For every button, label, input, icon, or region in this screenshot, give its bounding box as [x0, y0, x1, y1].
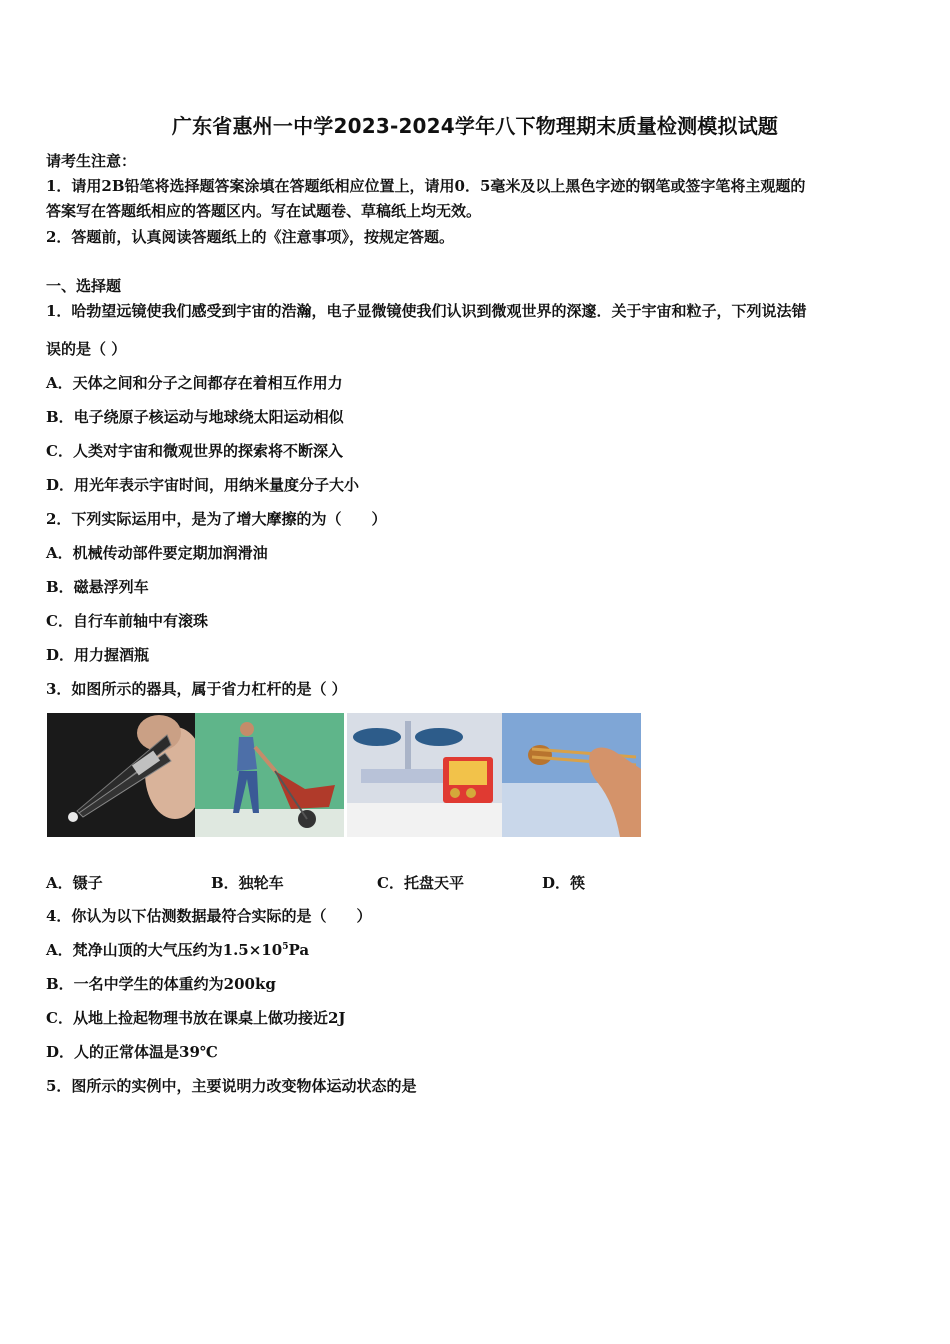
question-4-option-b: B．一名中学生的体重约为200kg — [46, 975, 276, 993]
question-2-option-b: B．磁悬浮列车 — [46, 578, 149, 596]
question-4-option-a — [46, 940, 309, 960]
chopsticks-image — [502, 713, 641, 837]
figure-caption-d: D．筷 — [542, 874, 586, 892]
question-3-stem: 3．如图所示的器具，属于省力杠杆的是（ ） — [46, 680, 347, 698]
notice-item: 2．答题前，认真阅读答题纸上的《注意事项》，按规定答题。 — [46, 228, 454, 246]
question-1-option-a: A．天体之间和分子之间都存在着相互作用力 — [46, 374, 343, 392]
question-4-stem: 4．你认为以下估测数据最符合实际的是（ ） — [46, 907, 372, 925]
question-2-stem: 2．下列实际运用中，是为了增大摩擦的为（ ） — [46, 510, 387, 528]
option-text: A．梵净山顶的大气压约为1.5×10 — [46, 941, 283, 959]
question-5-stem: 5．图所示的实例中，主要说明力改变物体运动状态的是 — [46, 1077, 417, 1095]
notice-heading: 请考生注意： — [46, 152, 137, 170]
question-2-option-c: C．自行车前轴中有滚珠 — [46, 612, 208, 630]
question-4-option-d: D．人的正常体温是39℃ — [46, 1043, 218, 1061]
question-1-option-b: B．电子绕原子核运动与地球绕太阳运动相似 — [46, 408, 344, 426]
unit-text: Pa — [288, 941, 310, 959]
exponent: 5 — [282, 942, 289, 952]
question-3-figures — [47, 713, 641, 837]
question-1-stem: 误的是（ ） — [46, 340, 127, 358]
section-heading: 一、选择题 — [46, 277, 122, 295]
question-1-option-c: C．人类对宇宙和微观世界的探索将不断深入 — [46, 442, 343, 460]
wheelbarrow-image — [195, 713, 344, 837]
notice-item: 答案写在答题纸相应的答题区内。写在试题卷、草稿纸上均无效。 — [46, 202, 482, 220]
question-1-stem: 1．哈勃望远镜使我们感受到宇宙的浩瀚，电子显微镜使我们认识到微观世界的深邃．关于宇宙和粒子，下列说法错 — [46, 302, 807, 320]
figure-caption-a: A．镊子 — [46, 874, 103, 892]
figure-caption-b: B．独轮车 — [211, 874, 284, 892]
notice-item: 1．请用2B铅笔将选择题答案涂填在答题纸相应位置上，请用0．5毫米及以上黑色字迹的钢笔或签字笔将主观题的 — [46, 177, 806, 195]
tweezers-image — [47, 713, 195, 837]
question-2-option-a: A．机械传动部件要定期加润滑油 — [46, 544, 268, 562]
question-4-option-c: C．从地上捡起物理书放在课桌上做功接近2J — [46, 1009, 346, 1027]
question-1-option-d: D．用光年表示宇宙时间，用纳米量度分子大小 — [46, 476, 360, 494]
question-2-option-d: D．用力握酒瓶 — [46, 646, 150, 664]
balance-scale-image — [347, 713, 502, 837]
figure-caption-c: C．托盘天平 — [377, 874, 464, 892]
page-title: 广东省惠州一中学2023-2024学年八下物理期末质量检测模拟试题 — [171, 114, 779, 138]
